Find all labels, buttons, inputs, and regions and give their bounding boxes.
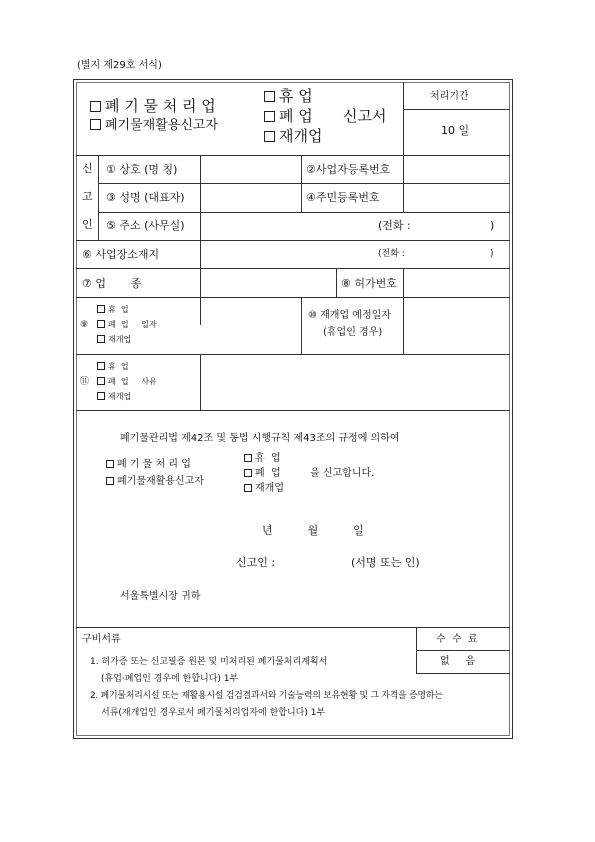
signature-note: (서명 또는 인) — [351, 556, 420, 569]
declaration-option-reopen: 재개업 — [244, 483, 284, 495]
document-item-1: 1. 허가증 또는 신고필증 원본 및 미처리된 폐기물처리계획서 — [90, 657, 328, 667]
checkbox[interactable] — [97, 377, 105, 385]
applicant-side-char: 인 — [82, 218, 93, 231]
reason-field[interactable] — [201, 355, 509, 409]
representative-name-field[interactable] — [201, 184, 300, 211]
checkbox[interactable] — [264, 91, 275, 102]
reopen-date-note: (휴업인 경우) — [323, 327, 383, 338]
checkbox[interactable] — [97, 392, 105, 400]
header-option-reopen: 재개업 — [264, 127, 322, 145]
permit-number-field[interactable] — [404, 269, 509, 297]
checkbox[interactable] — [97, 305, 105, 313]
business-type-label: ⑦ 업 종 — [82, 277, 142, 290]
header-option-waste-processing: 폐 기 물 처 리 업 — [90, 97, 216, 115]
law-reference: 폐기물관리법 제42조 및 동법 시행규칙 제43조의 규정에 의하여 — [120, 433, 400, 444]
recipient: 서울특별시장 귀하 — [120, 591, 201, 602]
fee-label: 수 수 료 — [436, 634, 478, 645]
checkbox[interactable] — [244, 469, 252, 477]
declaration-report-text: 을 신고합니다. — [310, 468, 375, 479]
address-field[interactable] — [201, 213, 371, 239]
address-label: ⑤ 주소 (사무실) — [106, 219, 185, 232]
date-option-close: 폐 업 일자 — [97, 320, 157, 330]
header-option-suspend: 휴 업 — [264, 87, 313, 105]
signer-label: 신고인 : — [236, 556, 276, 569]
reason-option-suspend: 휴 업 — [97, 362, 129, 372]
site-phone-close: ) — [490, 249, 494, 259]
processing-period-label: 처리기간 — [430, 91, 469, 102]
date-field[interactable] — [201, 298, 300, 353]
header-option-recycling: 폐기물재활용신고자 — [90, 118, 218, 134]
processing-period-value: 10 일 — [441, 124, 470, 137]
checkbox[interactable] — [90, 101, 101, 112]
checkbox[interactable] — [90, 119, 101, 130]
document-item-2: 2. 폐기물처리시설 또는 재활용시설 검검결과서와 기술능력의 보유현황 및 그 자격을 증명하는 — [90, 691, 443, 701]
reason-option-reopen: 재개업 — [97, 392, 131, 402]
date-section-number: ⑨ — [80, 320, 89, 330]
reopen-date-field[interactable] — [404, 298, 509, 353]
business-site-label: ⑥ 사업장소재지 — [82, 248, 160, 261]
permit-number-label: ⑧ 허가번호 — [341, 277, 397, 290]
reason-option-close: 폐 업 사유 — [97, 377, 157, 387]
date-option-suspend: 휴 업 — [97, 305, 129, 315]
representative-name-label: ③ 성명 (대표자) — [106, 191, 185, 204]
header-option-close: 폐 업 — [264, 107, 313, 125]
checkbox[interactable] — [244, 454, 252, 462]
reopen-date-label: ⑩ 재개업 예정일자 — [308, 310, 391, 321]
document-item-1-note: (휴업·폐업인 경우에 한합니다) 1부 — [101, 674, 239, 684]
checkbox[interactable] — [97, 320, 105, 328]
checkbox[interactable] — [106, 460, 114, 468]
applicant-side-char: 신 — [82, 162, 93, 175]
company-name-label: ① 상호 (명 칭) — [106, 163, 178, 176]
checkbox[interactable] — [264, 111, 275, 122]
company-name-field[interactable] — [201, 156, 300, 182]
checkbox[interactable] — [106, 477, 114, 485]
resident-registration-label: ④주민등록번호 — [306, 191, 380, 204]
date-option-reopen: 재개업 — [97, 335, 131, 345]
business-site-field[interactable] — [201, 241, 371, 268]
checkbox[interactable] — [97, 335, 105, 343]
business-registration-field[interactable] — [404, 156, 509, 182]
required-documents-title: 구비서류 — [82, 634, 121, 645]
business-registration-label: ②사업자등록번호 — [306, 163, 391, 176]
business-type-field[interactable] — [201, 269, 336, 297]
address-phone-label: (전화 : — [378, 219, 411, 232]
form-number: (별지 제29호 서식) — [77, 60, 162, 71]
resident-registration-field[interactable] — [404, 184, 509, 211]
applicant-side-char: 고 — [82, 190, 93, 203]
declaration-date: 년 월 일 — [262, 524, 364, 537]
declaration-option-suspend: 휴 업 — [244, 453, 281, 465]
declaration-option-waste-processing: 폐 기 물 처 리 업 — [106, 459, 191, 471]
reason-section-number: ⑪ — [80, 377, 90, 387]
address-phone-close: ) — [490, 219, 495, 232]
form-title: 신고서 — [343, 107, 387, 125]
fee-value: 없 음 — [440, 656, 476, 667]
site-phone-label: (전화 : — [378, 249, 405, 259]
signer-field[interactable] — [283, 553, 343, 571]
declaration-option-close: 폐 업 — [244, 468, 281, 480]
document-item-2-note: 서류(재개업인 경우로서 폐기물처리업자에 한합니다) 1부 — [101, 708, 326, 718]
checkbox[interactable] — [264, 131, 275, 142]
checkbox[interactable] — [244, 484, 252, 492]
declaration-option-recycling: 폐기물재활용신고자 — [106, 476, 204, 488]
checkbox[interactable] — [97, 362, 105, 370]
